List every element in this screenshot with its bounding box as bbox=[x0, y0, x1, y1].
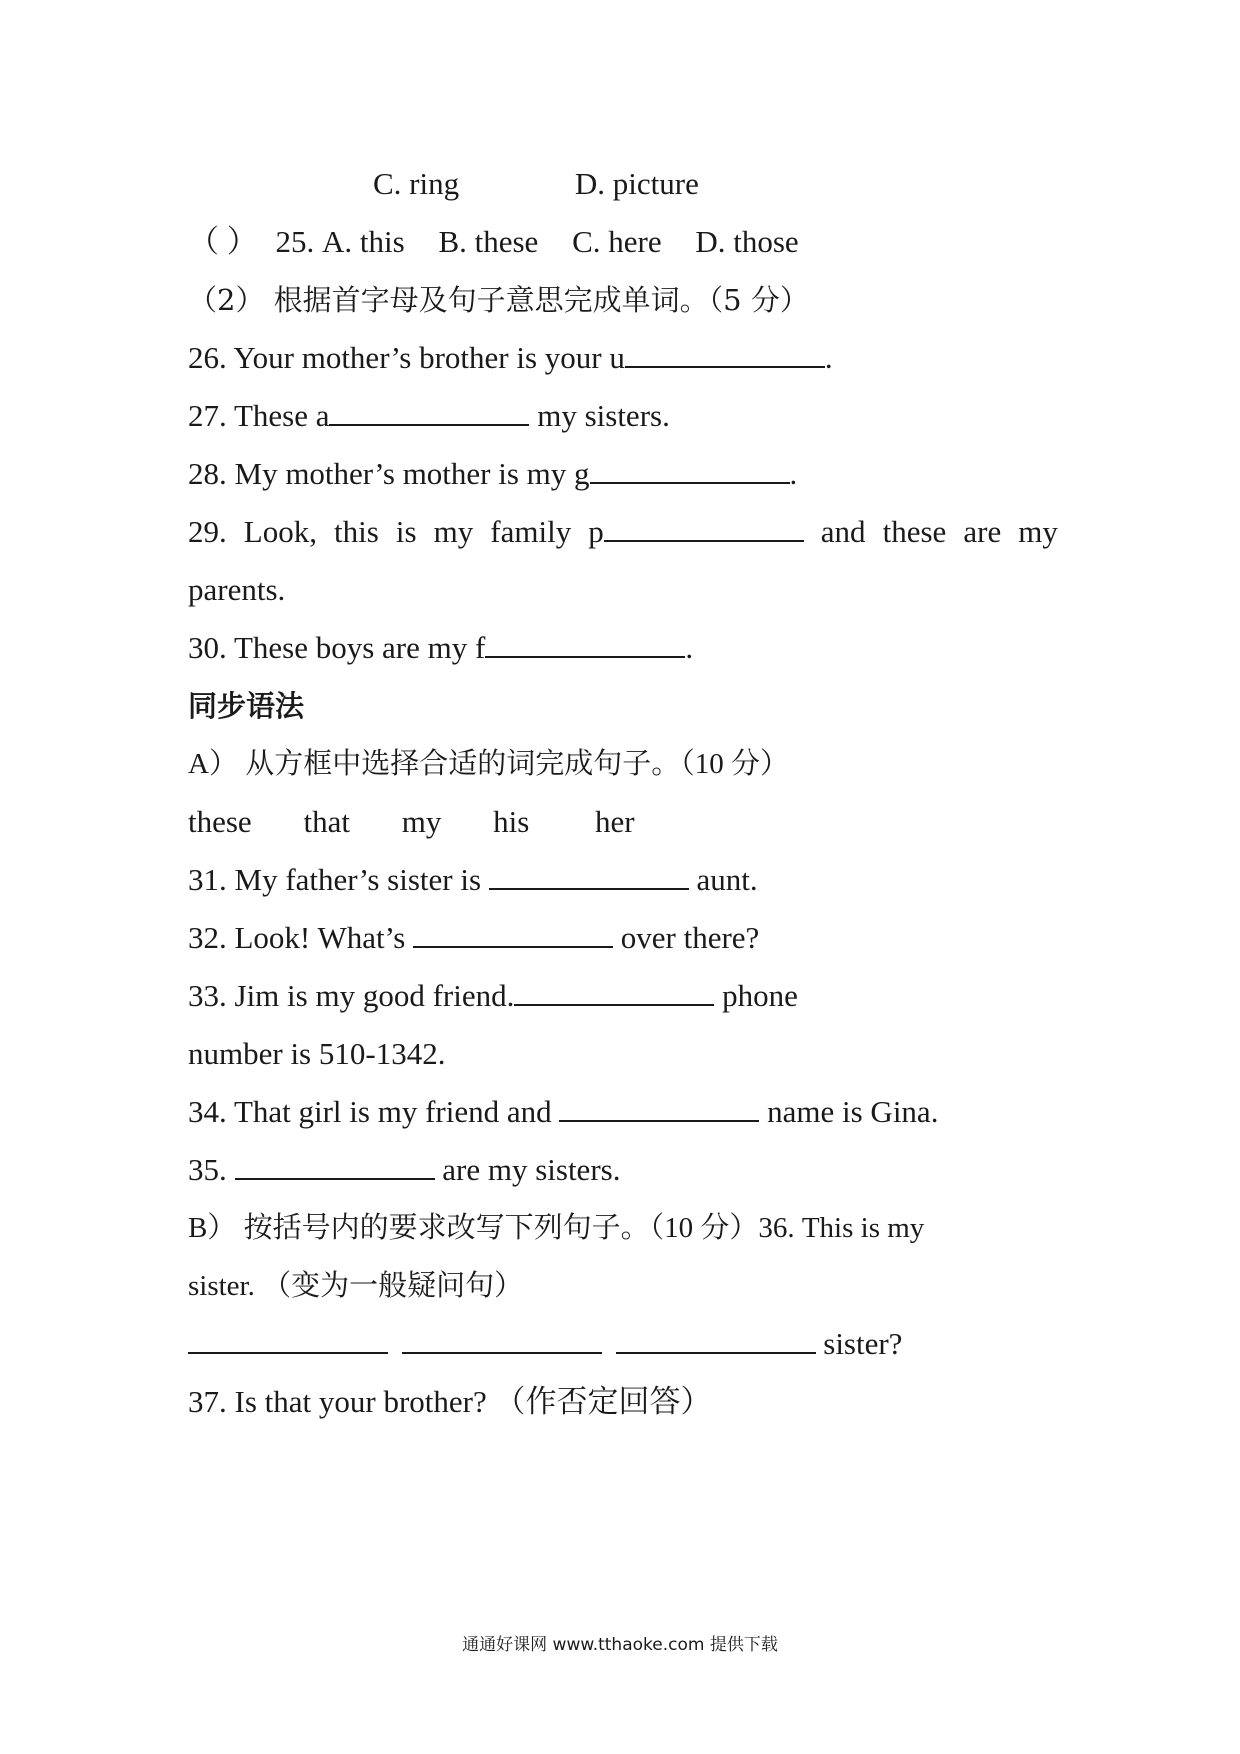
question-28 bbox=[188, 454, 797, 494]
answer-blank[interactable] bbox=[489, 862, 689, 890]
page-footer: 通通好课网 www.tthaoke.com 提供下载 bbox=[462, 1635, 778, 1655]
question-text-end: are my sisters. bbox=[434, 1152, 621, 1187]
option-a: A. this bbox=[322, 224, 405, 259]
question-text: 26. Your mother’s brother is your u bbox=[188, 340, 625, 375]
word-option: his bbox=[493, 804, 530, 839]
answer-blank[interactable] bbox=[402, 1326, 602, 1354]
word: my bbox=[1018, 514, 1058, 549]
question-text-end: over there? bbox=[613, 920, 760, 955]
word: Look, bbox=[243, 514, 317, 549]
question-text: 35. bbox=[188, 1152, 235, 1187]
word: p bbox=[588, 514, 604, 549]
question-text: 30. These boys are my f bbox=[188, 630, 486, 665]
question-34 bbox=[188, 1092, 938, 1132]
question-37: 37. Is that your brother? （作否定回答） bbox=[188, 1384, 712, 1419]
question-35 bbox=[188, 1150, 620, 1190]
answer-blank[interactable] bbox=[235, 1152, 435, 1180]
option-c: C. here bbox=[572, 224, 662, 259]
question-29 bbox=[188, 512, 1058, 552]
question-26 bbox=[188, 338, 833, 378]
question-36-text: sister. （变为一般疑问句） bbox=[188, 1270, 524, 1302]
answer-blank[interactable] bbox=[485, 630, 685, 658]
word: these bbox=[882, 514, 947, 549]
question-text-end: . bbox=[789, 456, 798, 491]
answer-blank[interactable] bbox=[329, 398, 529, 426]
word-option: that bbox=[303, 804, 350, 839]
question-text-end: name is Gina. bbox=[759, 1094, 939, 1129]
answer-blank[interactable] bbox=[590, 456, 790, 484]
answer-blank[interactable] bbox=[604, 514, 804, 542]
question-31 bbox=[188, 860, 758, 900]
word: family bbox=[490, 514, 572, 549]
option-c: C. ring bbox=[373, 166, 460, 201]
question-30 bbox=[188, 628, 693, 668]
question-33-continued: number is 510-1342. bbox=[188, 1036, 446, 1071]
answer-blank[interactable] bbox=[625, 340, 825, 368]
question-text-end: . bbox=[685, 630, 694, 665]
question-number: 29. bbox=[188, 514, 227, 549]
option-b: B. these bbox=[438, 224, 539, 259]
answer-blank[interactable] bbox=[514, 978, 714, 1006]
question-text-end: sister? bbox=[815, 1326, 903, 1361]
question-36-answer bbox=[188, 1324, 902, 1364]
question-text: 27. These a bbox=[188, 398, 330, 433]
question-text: 34. That girl is my friend and bbox=[188, 1094, 560, 1129]
word: is bbox=[395, 514, 417, 549]
word-box bbox=[188, 802, 635, 842]
question-25 bbox=[188, 222, 799, 262]
section-a-title: A） 从方框中选择合适的词完成句子。（10 分） bbox=[188, 748, 789, 780]
question-text: 28. My mother’s mother is my g bbox=[188, 456, 590, 491]
question-text-end: . bbox=[824, 340, 833, 375]
answer-blank[interactable] bbox=[559, 1094, 759, 1122]
question-text: 31. My father’s sister is bbox=[188, 862, 489, 897]
grammar-heading: 同步语法 bbox=[188, 689, 305, 723]
answer-blank[interactable] bbox=[188, 1326, 388, 1354]
option-d: D. those bbox=[695, 224, 799, 259]
word-option: these bbox=[188, 804, 252, 839]
word-option: my bbox=[401, 804, 442, 839]
question-text: 33. Jim is my good friend. bbox=[188, 978, 515, 1013]
part2-title: （2） 根据首字母及句子意思完成单词。（5 分） bbox=[188, 283, 809, 317]
question-text-end: phone bbox=[714, 978, 798, 1013]
question-number: 25. bbox=[275, 224, 315, 259]
question-32 bbox=[188, 918, 759, 958]
word-option: her bbox=[595, 804, 635, 839]
section-b-title: B） 按括号内的要求改写下列句子。（10 分）36. This is my bbox=[188, 1212, 925, 1244]
word: my bbox=[433, 514, 474, 549]
option-d: D. picture bbox=[574, 166, 699, 201]
answer-paren: （ ） bbox=[188, 224, 258, 259]
question-text-end: my sisters. bbox=[529, 398, 670, 433]
question-33 bbox=[188, 976, 798, 1016]
question-27 bbox=[188, 396, 670, 436]
word: are bbox=[963, 514, 1002, 549]
answer-blank[interactable] bbox=[616, 1326, 816, 1354]
word: this bbox=[334, 514, 379, 549]
question-text-end: aunt. bbox=[688, 862, 758, 897]
word: and bbox=[820, 514, 866, 549]
question-text: 32. Look! What’s bbox=[188, 920, 414, 955]
q24-options bbox=[188, 164, 699, 204]
answer-blank[interactable] bbox=[413, 920, 613, 948]
question-29-continued: parents. bbox=[188, 572, 286, 607]
